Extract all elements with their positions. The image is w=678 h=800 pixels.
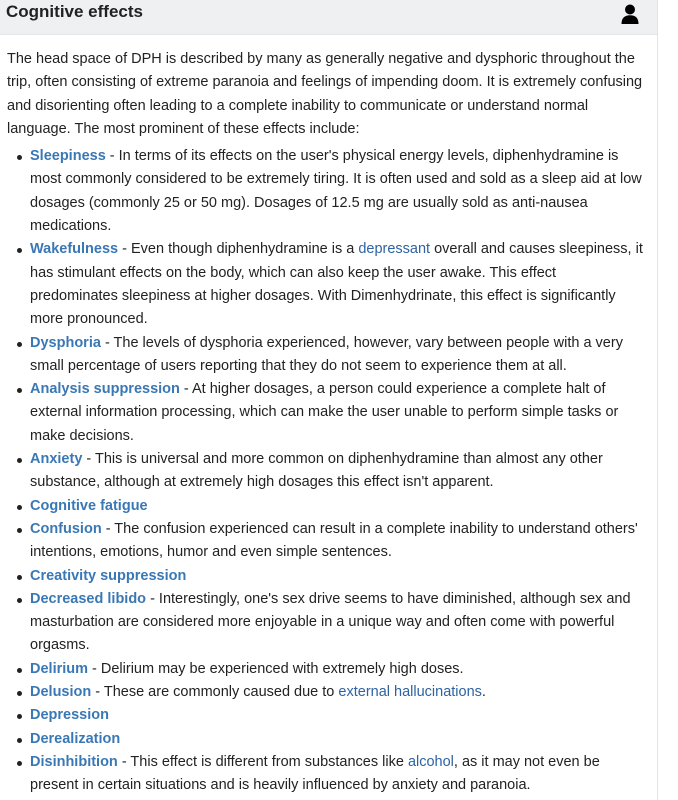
depressant-link[interactable]: depressant (358, 241, 431, 258)
effect-link-cognitive-fatigue[interactable]: Cognitive fatigue (30, 497, 148, 514)
list-item (30, 448, 645, 495)
list-item (30, 145, 645, 238)
effect-link-anxiety[interactable]: Anxiety (30, 451, 83, 468)
effect-link-derealization[interactable]: Derealization (30, 730, 121, 747)
section-body (0, 35, 657, 798)
effect-link-analysis-suppression[interactable]: Analysis suppression (30, 381, 180, 398)
list-item (30, 238, 645, 331)
effect-description-continued: overall and causes sleepiness, it has stimulant effects on the body, which can also keep the user awake. This effect predominates sleepiness at higher dosages. With Dimenhydrinate, this effect is significantly more pronounced. (30, 241, 643, 328)
effect-description: - These are commonly caused due to (91, 684, 339, 701)
list-item (30, 332, 645, 379)
list-item (30, 704, 645, 727)
external-hallucinations-link[interactable]: external hallucinations (338, 684, 482, 701)
list-item (30, 518, 645, 565)
user-icon[interactable] (619, 3, 641, 25)
effect-description: - Delirium may be experienced with extremely high doses. (88, 660, 464, 677)
effect-description: - At higher dosages, a person could experience a complete halt of external information processing, which can make the user unable to perform simple tasks or make decisions. (30, 381, 619, 444)
list-item (30, 728, 645, 751)
intro-paragraph: The head space of DPH is described by many as generally negative and dysphoric throughout the trip, often consisting of extreme paranoia and feelings of impending doom. It is extremely confusing and disorienting often leading to a complete inability to communicate or understand normal language. The most prominent of these effects include: (7, 51, 643, 137)
effect-description: - Even though diphenhydramine is a (118, 241, 359, 258)
alcohol-link[interactable]: alcohol (407, 753, 454, 770)
effect-description: - This is universal and more common on diphenhydramine than almost any other substance, although at extremely high dosages this effect isn't apparent. (30, 451, 603, 491)
list-item (30, 565, 645, 588)
effect-link-decreased-libido[interactable]: Decreased libido (30, 590, 147, 607)
effect-link-depression[interactable]: Depression (30, 707, 109, 724)
list-item (30, 378, 645, 448)
list-item (30, 658, 645, 681)
effect-description: - Interestingly, one's sex drive seems to have diminished, although sex and masturbation are considered more enjoyable in a unique way and often come with powerful orgasms. (30, 590, 631, 654)
effect-description: - The levels of dysphoria experienced, however, vary between people with a very small percentage of users reporting that they do not seem to experience them at all. (30, 334, 623, 374)
effects-list (7, 145, 645, 797)
effect-link-sleepiness[interactable]: Sleepiness (30, 148, 106, 165)
effect-link-wakefulness[interactable]: Wakefulness (30, 241, 119, 258)
effect-link-confusion[interactable]: Confusion (30, 520, 102, 537)
effect-description-continued: , as it may not even be present in certain situations and is heavily influenced by anxiety and paranoia. (30, 753, 600, 794)
list-item (30, 681, 645, 704)
effect-link-dysphoria[interactable]: Dysphoria (30, 334, 101, 351)
effect-description-continued: . (481, 684, 486, 701)
effect-description: - This effect is different from substances like (117, 753, 408, 770)
section-header (0, 0, 657, 35)
list-item (30, 588, 645, 658)
section-title: Cognitive effects (6, 2, 143, 21)
effect-link-delusion[interactable]: Delusion (30, 684, 92, 701)
effect-description: - In terms of its effects on the user's physical energy levels, diphenhydramine is most commonly considered to be extremely tiring. It is often used and sold as a sleep aid at low dosages (commonly 25 or 50 mg). Dosages of 12.5 mg are usually sold as anti-nausea medications. (30, 148, 642, 235)
effect-link-creativity-suppression[interactable]: Creativity suppression (30, 567, 187, 584)
effect-link-disinhibition[interactable]: Disinhibition (30, 753, 118, 770)
effect-link-delirium[interactable]: Delirium (30, 660, 89, 677)
list-item (30, 751, 645, 798)
effect-description: - The confusion experienced can result in a complete inability to understand others' intentions, emotions, humor and even simple sentences. (30, 520, 638, 561)
list-item (30, 495, 645, 518)
